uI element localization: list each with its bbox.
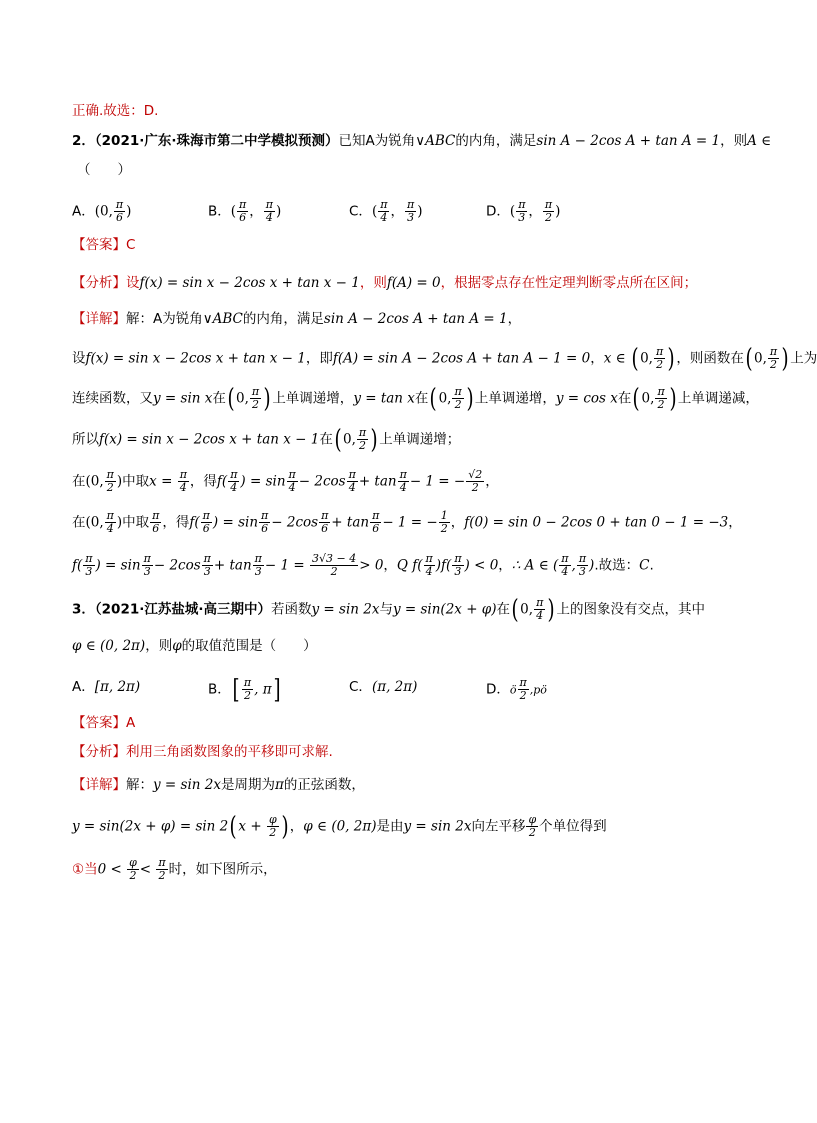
q2-stem-text-c: ，则 — [720, 133, 748, 149]
q2-answer: 【答案】C — [72, 237, 136, 253]
q2-option-c[interactable]: C．( $\frac{\pi}{4}$ ， $\frac{\pi}{3}$ ) — [349, 198, 423, 224]
q2-option-d[interactable]: D．( $\frac{\pi}{3}$ ， $\frac{\pi}{2}$ ) — [486, 198, 561, 224]
q2-analysis: 【分析】设f(x) = sin x − 2cos x + tan x − 1，则f(A) = 0，根据零点存在性定理判断零点所在区间； — [72, 275, 698, 291]
prev-conclusion: 正确.故选：D. — [72, 103, 159, 119]
q3-option-d[interactable]: D．ö $\frac{\pi}{2}$ ,pö — [486, 676, 547, 702]
q3-number: 3． — [72, 601, 95, 618]
q2-source: （2021·广东·珠海市第二中学模拟预测） — [94, 133, 339, 149]
q2-detail-1: 【详解】解：A为锐角∨ABC的内角，满足sin A − 2cos A + tan A = 1， — [72, 311, 522, 327]
q3-stem: 3．（2021·江苏盐城·高三期中）若函数y = sin 2x与y = sin(2x + φ)在( 0, $\frac{\pi}{4}$ ) 上的图象没有交点，其中 — [72, 594, 705, 625]
q3-analysis: 【分析】利用三角函数图象的平移即可求解. — [72, 744, 333, 760]
q2-detail-3: 连续函数，又y = sin x在( 0, $\frac{\pi}{2}$ ) 上单调递增，y = tan x在( 0, $\frac{\pi}{2}$ ) 上单调递增，y = cos x在( 0, $\frac{\pi}{2}$ ) 上单调递减， — [72, 383, 759, 414]
q2-option-a[interactable]: A．(0, $\frac{\pi}{6}$ ) — [72, 198, 132, 224]
q3-case-1: ①当0 < $\frac{\varphi}{2}$ < $\frac{\pi}{2}$ 时，如下图所示， — [72, 856, 277, 882]
q2-stem-text-a: 已知A为锐角 — [338, 133, 416, 149]
q2-detail-7: f( $\frac{\pi}{3}$ ) = sin $\frac{\pi}{3}$ − 2cos $\frac{\pi}{3}$ + tan $\frac{\pi}{3}$ − 1 = $\frac{3√3 - 4}{2}$ > 0，Q f( $\frac{\pi}{4}$ )f( $\frac{\pi}{3}$ ) < 0，∴ A ∈ ( $\frac{\pi}{4}$ , $\frac{\pi}{3}$ ).故选：C. — [72, 552, 654, 578]
q2-number: 2． — [72, 133, 95, 149]
q2-detail-4: 所以f(x) = sin x − 2cos x + tan x − 1在( 0, $\frac{\pi}{2}$ ) 上单调递增； — [72, 424, 461, 455]
q3-detail-2: y = sin(2x + φ) = sin 2( x + $\frac{\varphi}{2}$ ) ，φ ∈ (0, 2π)是由y = sin 2x向左平移 $\frac{\varphi}{2}$ 个单位得到 — [72, 811, 607, 842]
q2-detail-2: 设f(x) = sin x − 2cos x + tan x − 1，即f(A) = sin A − 2cos A + tan A − 1 = 0，x ∈ ( 0, $\frac{\pi}{2}$ ) ，则函数在( 0, $\frac{\pi}{2}$ ) 上为 — [72, 343, 817, 374]
q3-option-a[interactable]: A．[π, 2π) — [72, 679, 141, 695]
q2-paren: （ ） — [77, 162, 131, 178]
q3-source: （2021·江苏盐城·高三期中） — [94, 601, 271, 618]
q3-stem-2: φ ∈ (0, 2π)，则φ的取值范围是（ ） — [72, 638, 317, 654]
q2-stem-text-b: 的内角，满足 — [455, 133, 537, 149]
q3-option-c[interactable]: C．(π, 2π) — [349, 679, 418, 695]
q2-detail-5: 在(0, $\frac{\pi}{2}$ )中取x = $\frac{\pi}{4}$ ，得f( $\frac{\pi}{4}$ ) = sin $\frac{\pi}{4}$ − 2cos $\frac{\pi}{4}$ + tan $\frac{\pi}{4}$ − 1 = − $\frac{√2}{2}$ ， — [72, 468, 499, 494]
q3-detail-1: 【详解】解：y = sin 2x是周期为π的正弦函数， — [72, 777, 365, 793]
q2-option-b[interactable]: B．( $\frac{\pi}{6}$ ， $\frac{\pi}{4}$ ) — [208, 198, 282, 224]
q3-answer: 【答案】A — [72, 715, 136, 731]
q2-detail-6: 在(0, $\frac{\pi}{4}$ )中取 $\frac{\pi}{6}$ ，得f( $\frac{\pi}{6}$ ) = sin $\frac{\pi}{6}$ − 2cos $\frac{\pi}{6}$ + tan $\frac{\pi}{6}$ − 1 = − $\frac{1}{2}$ ，f(0) = sin 0 − 2cos 0 + tan 0 − 1 = −3， — [72, 509, 742, 535]
q2-stem: 2．（2021·广东·珠海市第二中学模拟预测）已知A为锐角∨ABC的内角，满足sin A − 2cos A + tan A = 1，则A ∈ — [72, 133, 772, 149]
q3-option-b[interactable]: B．[ $\frac{\pi}{2}$ , π] — [208, 674, 281, 705]
